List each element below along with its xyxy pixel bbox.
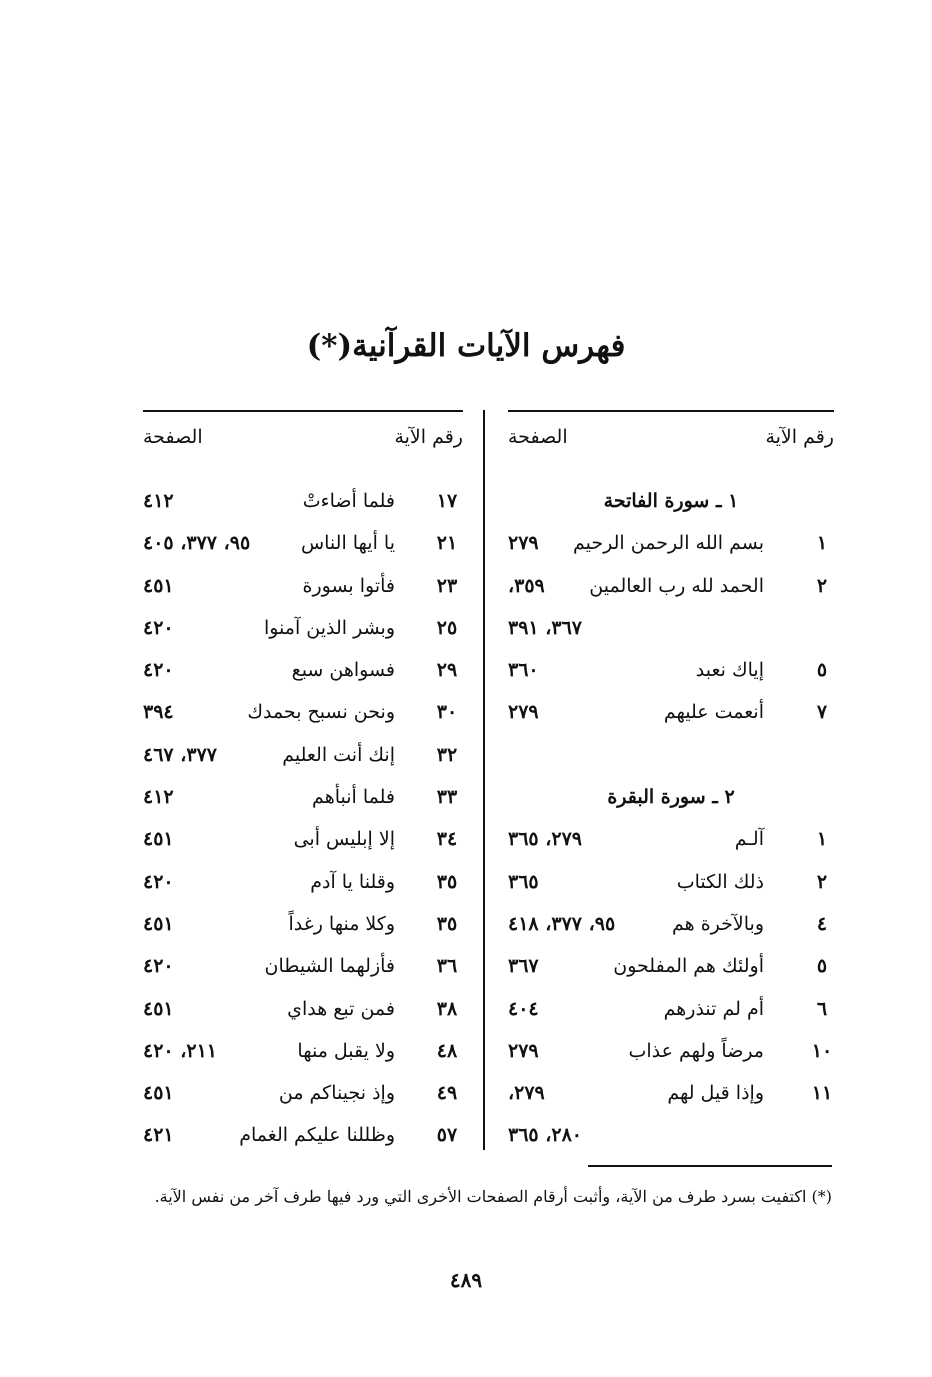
index-row: ٣٨ فمن تبع هداي ٤٥١: [143, 997, 458, 1020]
index-row: ١ آلـم ٢٧٩، ٣٦٥: [508, 828, 828, 851]
index-row: ٣٥ وقلنا يا آدم ٤٢٠: [143, 870, 458, 893]
index-row: ١١ وإذا قيل لهم ٢٧٩،: [508, 1082, 833, 1105]
verse-number-header: رقم الآية: [765, 426, 834, 448]
index-row: ٤٨ ولا يقبل منها ٢١١، ٤٢٠: [143, 1039, 458, 1062]
index-row-continuation: ٢٨٠، ٣٦٥: [508, 1124, 582, 1147]
right-column: [508, 410, 834, 1167]
index-row: ٢ ذلك الكتاب ٣٦٥: [508, 870, 828, 893]
index-row: ٥ إياك نعبد ٣٦٠: [508, 659, 828, 682]
index-row: ٢١ يا أيها الناس ٩٥، ٣٧٧، ٤٠٥: [143, 532, 458, 555]
index-row: ٦ أم لم تنذرهم ٤٠٤: [508, 997, 828, 1020]
index-row: ٢ الحمد لله رب العالمين ٣٥٩،: [508, 574, 828, 597]
footnote-rule: [588, 1165, 832, 1167]
index-row: ٣٣ فلما أنبأهم ٤١٢: [143, 786, 458, 809]
index-row: ٧ أنعمت عليهم ٢٧٩: [508, 701, 828, 724]
index-row: ٣٠ ونحن نسبح بحمدك ٣٩٤: [143, 701, 458, 724]
page-header: الصفحة: [143, 426, 203, 448]
page-number: ٤٨٩: [449, 1268, 483, 1292]
index-row: ١٧ فلما أضاءتْ ٤١٢: [143, 490, 458, 512]
surah-heading: ١ ـ سورة الفاتحة: [603, 490, 739, 512]
column-header: [143, 426, 463, 464]
index-row: ٥٧ وظللنا عليكم الغمام ٤٢١: [143, 1124, 458, 1147]
index-row: ٢٩ فسواهن سبع ٤٢٠: [143, 659, 458, 682]
spacer: [508, 744, 834, 786]
index-row: ٤٩ وإذ نجيناكم من ٤٥١: [143, 1082, 458, 1105]
index-row: ٥ أولئك هم المفلحون ٣٦٧: [508, 955, 828, 978]
index-row: ١ بسم الله الرحمن الرحيم ٢٧٩: [508, 532, 828, 555]
footnote: (*) اكتفيت بسرد طرف من الآية، وأثبت أرقام الصفحات الأخرى التي ورد فيها طرف آخر من نفس الآية.: [154, 1187, 832, 1206]
header-rule: [143, 410, 463, 412]
surah-heading: ٢ ـ سورة البقرة: [607, 786, 735, 809]
index-row: ٣٦ فأزلهما الشيطان ٤٢٠: [143, 955, 458, 978]
index-row: ٣٤ إلا إبليس أبى ٤٥١: [143, 828, 458, 851]
left-column: [143, 410, 463, 1167]
index-row: ١٠ مرضاً ولهم عذاب ٢٧٩: [508, 1039, 833, 1062]
index-row: ٣٢ إنك أنت العليم ٣٧٧، ٤٦٧: [143, 743, 458, 766]
verse-number-header: رقم الآية: [394, 426, 463, 448]
index-row-continuation: ٣٦٧، ٣٩١: [508, 616, 582, 639]
index-row: ٢٣ فأتوا بسورة ٤٥١: [143, 574, 458, 597]
column-header: [508, 426, 834, 464]
header-rule: [508, 410, 834, 412]
index-row: ٣٥ وكلا منها رغداً ٤٥١: [143, 912, 458, 935]
page-header: الصفحة: [508, 426, 568, 448]
page-title: فهرس الآيات القرآنية(*): [306, 328, 626, 364]
index-row: ٤ وبالآخرة هم ٩٥، ٣٧٧، ٤١٨: [508, 912, 828, 935]
column-divider: [483, 410, 485, 1150]
index-row: ٢٥ وبشر الذين آمنوا ٤٢٠: [143, 616, 458, 639]
